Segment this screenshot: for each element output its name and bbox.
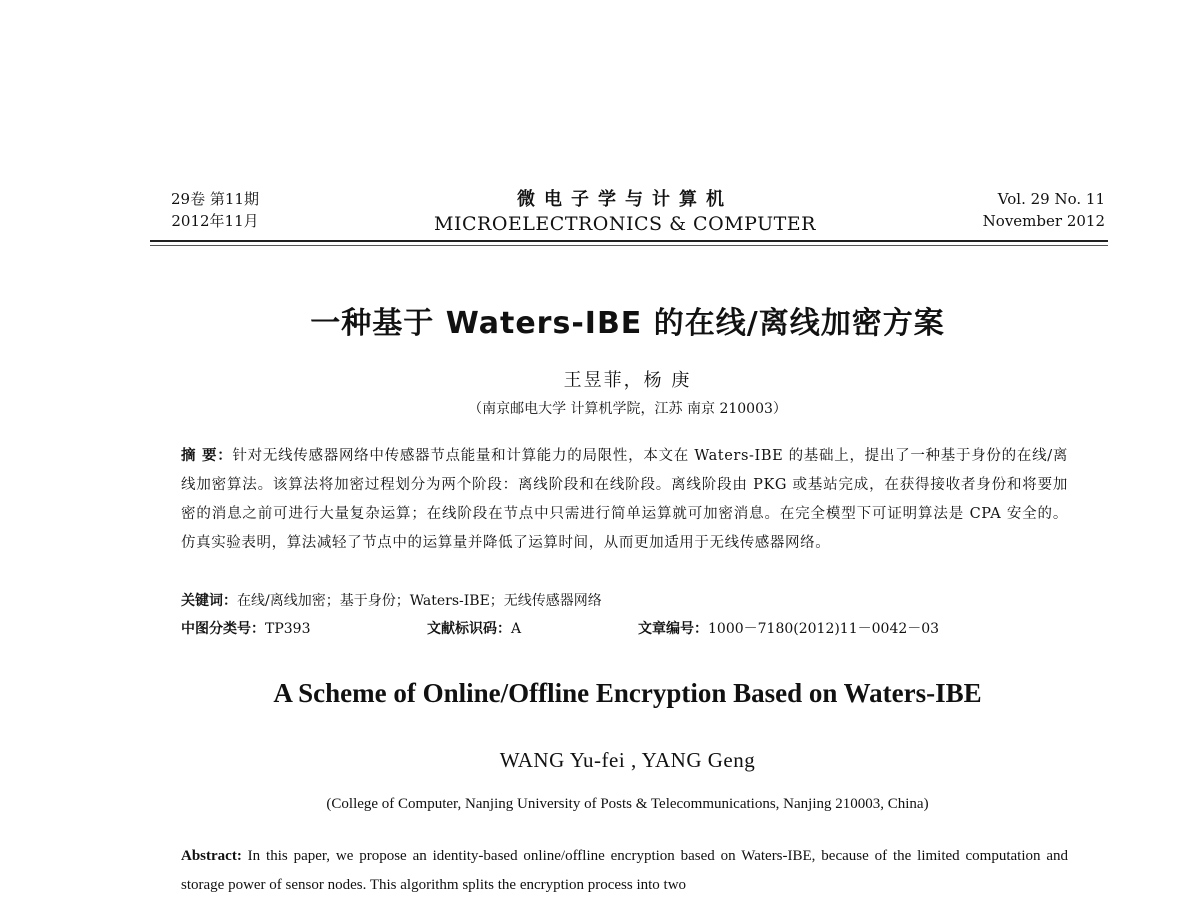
paper-title-cn: 一种基于 Waters-IBE 的在线/离线加密方案 xyxy=(310,306,945,341)
abstract-label-en: Abstract: xyxy=(181,848,242,864)
affiliation-en: (College of Computer, Nanjing University of Posts & Telecommunications, Nanjing 210003, China) xyxy=(326,796,929,812)
clc-value: TP393 xyxy=(265,621,311,637)
date-cn: 2012年11月 xyxy=(171,212,259,230)
abstract-en xyxy=(181,842,1068,900)
clc-number xyxy=(181,618,310,640)
journal-name-en: MICROELECTRONICS & COMPUTER xyxy=(434,213,816,235)
volume-issue-cn: 29卷 第11期 xyxy=(171,190,259,208)
abstract-cn xyxy=(181,442,1068,558)
authors-cn: 王昱菲，杨 庚 xyxy=(563,370,692,391)
authors-en: WANG Yu-fei , YANG Geng xyxy=(499,748,756,772)
article-no-label: 文章编号： xyxy=(638,621,708,637)
paper-title-en: A Scheme of Online/Offline Encryption Based on Waters-IBE xyxy=(273,678,982,708)
journal-header xyxy=(150,188,1105,236)
clc-label: 中图分类号： xyxy=(181,621,265,637)
keywords-cn xyxy=(181,590,1068,612)
journal-name-cn: 微电子学与计算机 xyxy=(517,189,733,210)
article-number xyxy=(638,618,939,640)
doc-code-label: 文献标识码： xyxy=(427,621,511,637)
date-en: November 2012 xyxy=(982,212,1105,230)
keywords-text-cn: 在线/离线加密；基于身份；Waters-IBE；无线传感器网络 xyxy=(237,593,602,609)
affiliation-cn: （南京邮电大学 计算机学院，江苏 南京 210003） xyxy=(468,401,787,417)
header-rule-thin xyxy=(150,245,1108,246)
journal-name xyxy=(430,188,820,236)
journal-issue-cn xyxy=(150,188,280,232)
volume-issue-en: Vol. 29 No. 11 xyxy=(997,190,1105,208)
journal-issue-en xyxy=(935,188,1105,232)
article-no-value: 1000－7180(2012)11－0042－03 xyxy=(708,621,940,637)
header-rule-thick xyxy=(150,240,1108,242)
document-code xyxy=(427,618,521,640)
abstract-label-cn: 摘 要： xyxy=(181,448,233,464)
doc-code-value: A xyxy=(511,621,522,637)
abstract-text-en: In this paper, we propose an identity-based online/offline encryption based on Waters-IBE, because of the limited computation and storage power of sensor nodes. This algorithm splits the encryption process into two xyxy=(181,848,1068,893)
keywords-label-cn: 关键词： xyxy=(181,593,237,609)
abstract-text-cn: 针对无线传感器网络中传感器节点能量和计算能力的局限性，本文在 Waters-IBE 的基础上，提出了一种基于身份的在线/离线加密算法。该算法将加密过程划分为两个阶段：离线阶段和在线阶段。离线阶段由 PKG 或基站完成，在获得接收者身份和将要加密的消息之前可进行大量复杂运算；在线阶段在节点中只需进行简单运算就可加密消息。在完全模型下可证明算法是 CPA 安全的。仿真实验表明，算法减轻了节点中的运算量并降低了运算时间，从而更加适用于无线传感器网络。 xyxy=(181,448,1069,551)
